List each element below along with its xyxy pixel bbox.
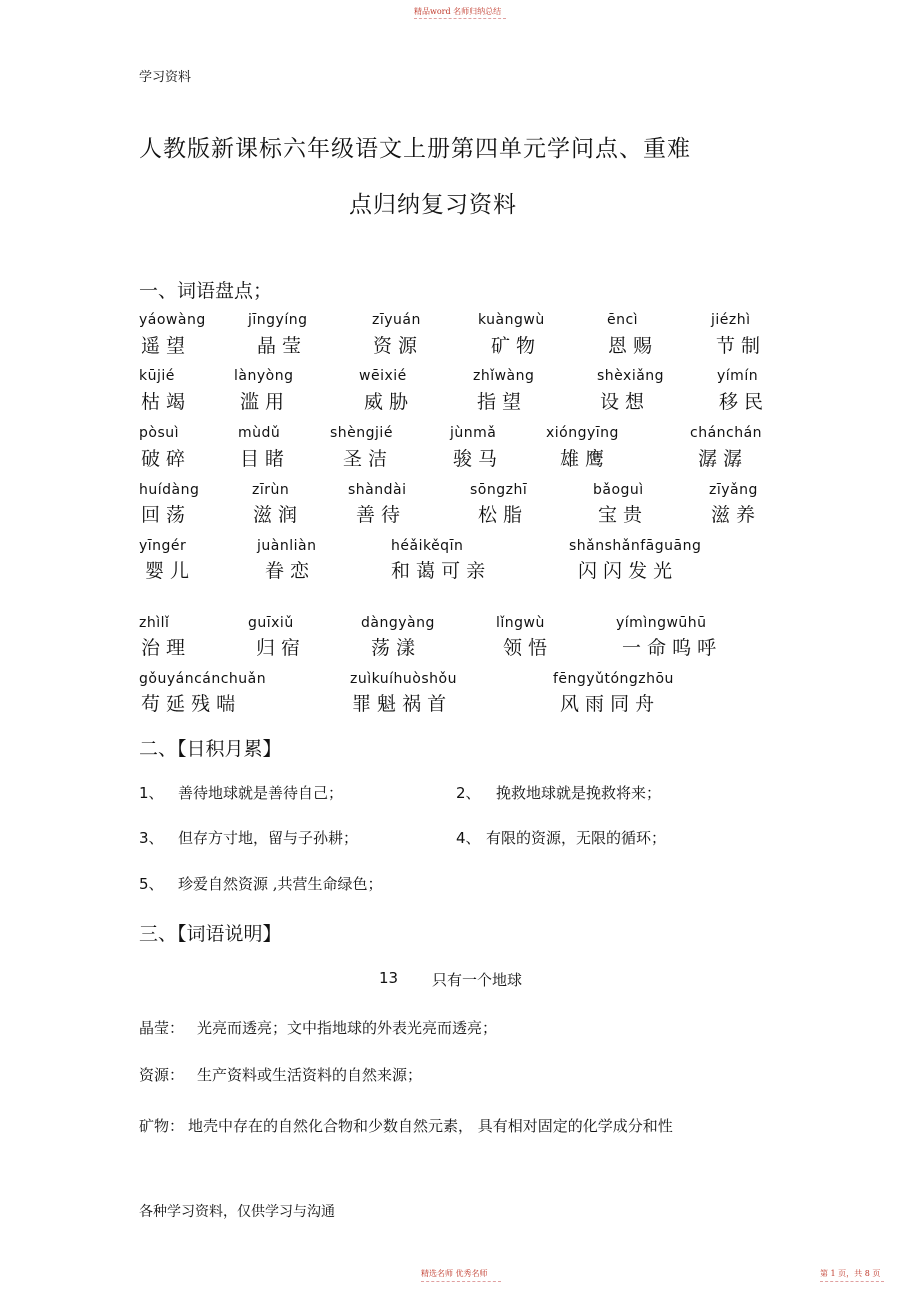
- pinyin-label: shǎnshǎnfāguāng: [569, 538, 702, 554]
- saying-text: 但存方寸地，留与子孙耕；: [178, 829, 359, 847]
- pinyin-label: jīngyíng: [248, 312, 308, 328]
- word-hanzi: 目 睹: [240, 448, 285, 470]
- saying-text: 珍爱自然资源 ,共营生命绿色；: [178, 875, 383, 893]
- saying-number: 5、: [139, 875, 164, 893]
- definition-text: 生产资料或生活资料的自然来源；: [197, 1066, 423, 1084]
- saying-text: 挽救地球就是挽救将来；: [496, 784, 662, 802]
- pinyin-label: fēngyǔtóngzhōu: [553, 671, 674, 687]
- page-counter: 第 1 页，共 8 页: [820, 1269, 881, 1278]
- saying-number: 2、: [456, 784, 481, 802]
- word-hanzi: 一 命 呜 呼: [622, 637, 717, 659]
- pinyin-label: pòsuì: [139, 425, 180, 441]
- word-hanzi: 闪 闪 发 光: [578, 560, 673, 582]
- definition-text: 光亮而透亮；文中指地球的外表光亮而透亮；: [197, 1019, 498, 1037]
- pinyin-label: juànliàn: [257, 538, 317, 554]
- pinyin-label: ēncì: [607, 312, 639, 328]
- word-hanzi: 领 悟: [503, 637, 548, 659]
- word-hanzi: 宝 贵: [598, 504, 643, 526]
- lesson-title: 只有一个地球: [432, 971, 523, 989]
- definition-term: 晶莹：: [139, 1019, 185, 1037]
- definition-term: 资源：: [139, 1066, 185, 1084]
- section-heading-words: 一、词语盘点；: [139, 280, 273, 302]
- word-hanzi: 威 胁: [364, 391, 409, 413]
- pinyin-label: mùdǔ: [238, 425, 281, 441]
- word-hanzi: 滋 养: [711, 504, 756, 526]
- word-hanzi: 善 待: [356, 504, 401, 526]
- pinyin-label: dàngyàng: [361, 615, 435, 631]
- word-hanzi: 眷 恋: [265, 560, 310, 582]
- pinyin-label: zīyuán: [372, 312, 421, 328]
- pinyin-label: yáowàng: [139, 312, 206, 328]
- footer-note: 各种学习资料，仅供学习与沟通: [139, 1204, 335, 1220]
- word-hanzi: 移 民: [719, 391, 764, 413]
- pinyin-label: chánchán: [690, 425, 763, 441]
- pinyin-label: zhìlǐ: [139, 615, 170, 631]
- page-title-line1: 人教版新课标六年级语文上册第四单元学问点、重难: [139, 136, 691, 162]
- word-hanzi: 设 想: [600, 391, 645, 413]
- word-hanzi: 滥 用: [240, 391, 285, 413]
- saying-text: 善待地球就是善待自己；: [178, 784, 344, 802]
- saying-number: 4、: [456, 829, 481, 847]
- word-hanzi: 枯 竭: [141, 391, 186, 413]
- word-hanzi: 节 制: [716, 335, 761, 357]
- pinyin-label: shèxiǎng: [597, 368, 665, 384]
- pinyin-label: shàndài: [348, 482, 407, 498]
- word-hanzi: 恩 赐: [608, 335, 653, 357]
- pinyin-label: zīyǎng: [709, 482, 758, 498]
- word-hanzi: 和 蔼 可 亲: [391, 560, 486, 582]
- word-hanzi: 归 宿: [256, 637, 301, 659]
- definition-text: 地壳中存在的自然化合物和少数自然元素， 具有相对固定的化学成分和性: [188, 1117, 673, 1135]
- pinyin-label: wēixié: [359, 368, 407, 384]
- lesson-number: 13: [379, 969, 399, 987]
- word-hanzi: 骏 马: [453, 448, 498, 470]
- word-hanzi: 苟 延 残 喘: [141, 693, 236, 715]
- page-label: 学习资料: [139, 70, 192, 85]
- word-hanzi: 荡 漾: [371, 637, 416, 659]
- section-heading-explanations: 三、【词语说明】: [139, 923, 282, 945]
- pinyin-label: zīrùn: [252, 482, 290, 498]
- word-hanzi: 松 脂: [478, 504, 523, 526]
- section-heading-accumulation: 二、【日积月累】: [139, 738, 282, 760]
- pinyin-label: xióngyīng: [546, 425, 619, 441]
- word-hanzi: 滋 润: [253, 504, 298, 526]
- word-hanzi: 遥 望: [141, 335, 186, 357]
- pinyin-label: jùnmǎ: [450, 425, 497, 441]
- pinyin-label: zhǐwàng: [473, 368, 535, 384]
- pinyin-label: lànyòng: [234, 368, 294, 384]
- pinyin-label: jiézhì: [711, 312, 751, 328]
- pinyin-label: guīxiǔ: [248, 615, 294, 631]
- word-hanzi: 风 雨 同 舟: [560, 693, 655, 715]
- saying-number: 1、: [139, 784, 164, 802]
- word-hanzi: 晶 莹: [257, 335, 302, 357]
- header-note: 精品word 名师归纳总结: [414, 7, 502, 16]
- pinyin-label: yímìngwūhū: [616, 615, 707, 631]
- word-hanzi: 潺 潺: [698, 448, 743, 470]
- page-counter-divider: [820, 1281, 884, 1282]
- pinyin-label: bǎoguì: [593, 482, 644, 498]
- pinyin-label: shèngjié: [330, 425, 393, 441]
- pinyin-label: lǐngwù: [496, 615, 545, 631]
- word-hanzi: 回 荡: [141, 504, 186, 526]
- word-hanzi: 圣 洁: [343, 448, 388, 470]
- word-hanzi: 指 望: [477, 391, 522, 413]
- word-hanzi: 罪 魁 祸 首: [352, 693, 447, 715]
- definition-term: 矿物：: [139, 1117, 185, 1135]
- footer-divider: [421, 1281, 501, 1282]
- pinyin-label: kuàngwù: [478, 312, 545, 328]
- word-hanzi: 治 理: [141, 637, 186, 659]
- page-title-line2: 点归纳复习资料: [349, 192, 517, 218]
- pinyin-label: gǒuyáncánchuǎn: [139, 671, 267, 687]
- word-hanzi: 资 源: [373, 335, 418, 357]
- header-divider: [414, 18, 506, 19]
- word-hanzi: 矿 物: [491, 335, 536, 357]
- word-hanzi: 破 碎: [141, 448, 186, 470]
- pinyin-label: kūjié: [139, 368, 175, 384]
- word-hanzi: 雄 鹰: [560, 448, 605, 470]
- pinyin-label: huídàng: [139, 482, 200, 498]
- saying-text: 有限的资源，无限的循环；: [486, 829, 667, 847]
- pinyin-label: zuìkuíhuòshǒu: [350, 671, 457, 687]
- saying-number: 3、: [139, 829, 164, 847]
- pinyin-label: sōngzhī: [470, 482, 528, 498]
- word-hanzi: 婴 儿: [145, 560, 190, 582]
- pinyin-label: héǎikěqīn: [391, 538, 464, 554]
- footer-center-note: 精选名师 优秀名师: [421, 1269, 488, 1278]
- pinyin-label: yīngér: [139, 538, 187, 554]
- pinyin-label: yímín: [717, 368, 759, 384]
